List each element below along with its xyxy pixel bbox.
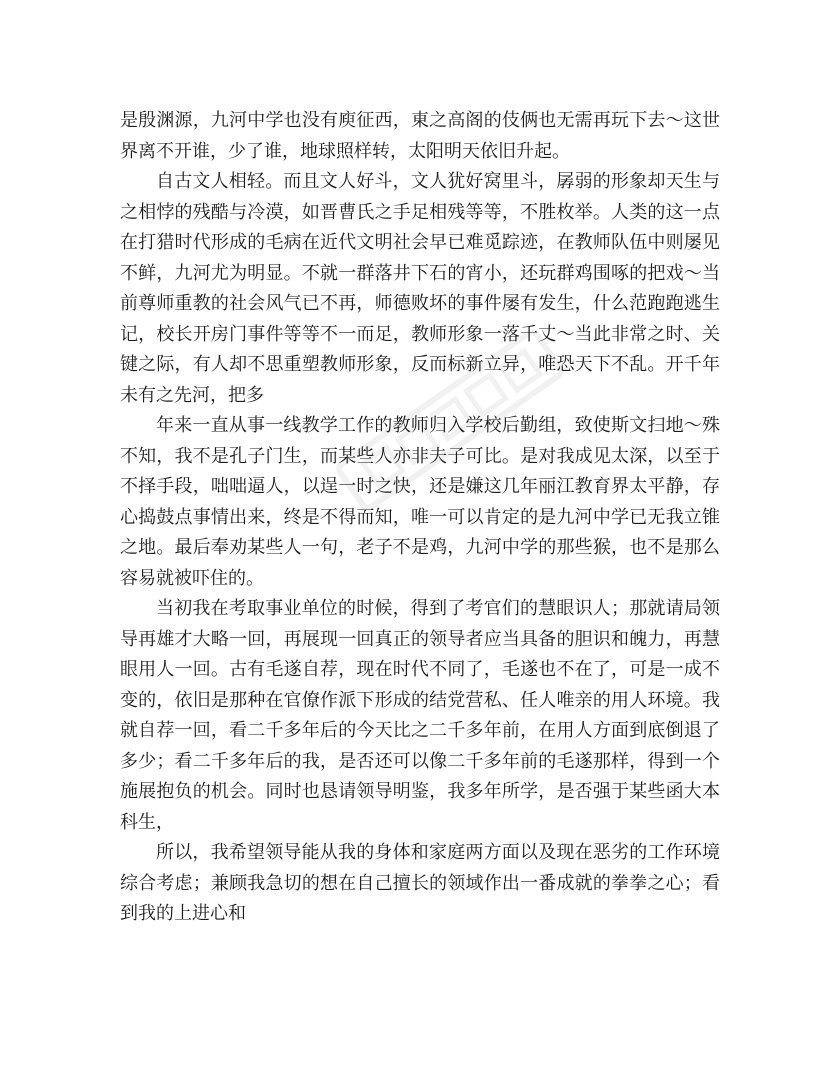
paragraph: 当初我在考取事业单位的时候，得到了考官们的慧眼识人；那就请局领导再雄才大略一回，再展现一回真正的领导者应当具备的胆识和魄力，再慧眼用人一回。古有毛遂自荐，现在时代不同了，毛遂也不在了，可是一成不变的，依旧是那种在官僚作派下形成的结党营私、任人唯亲的用人环境。我就自荐一回，看二千多年后的今天比之二千多年前，在用人方面到底倒退了多少；看二千多年后的我，是否还可以像二千多年前的毛遂那样，得到一个施展抱负的机会。同时也恳请领导明鉴，我多年所学，是否强于某些函大本科生， — [120, 598, 720, 833]
paragraph: 自古文人相轻。而且文人好斗，文人犹好窝里斗，孱弱的形象却天生与之相悖的残酷与冷漠，如晋曹氏之手足相残等等，不胜枚举。人类的这一点在打猎时代形成的毛病在近代文明社会早已难觅踪迹，在教师队伍中则屡见不鲜，九河尤为明显。不就一群落井下石的宵小，还玩群鸡围啄的把戏～当前尊师重教的社会风气已不再，师德败坏的事件屡有发生，什么范跑跑逃生记，校长开房门事件等等不一而足，教师形象一落千丈～当此非常之时、关键之际，有人却不思重塑教师形象，反而标新立异，唯恐天下不乱。开千年未有之先河，把多 — [120, 171, 720, 406]
paragraph: 所以，我希望领导能从我的身体和家庭两方面以及现在恶劣的工作环境综合考虑；兼顾我急切的想在自己擅长的领域作出一番成就的拳拳之心；看到我的上进心和 — [120, 842, 720, 924]
paragraph: 是殷渊源，九河中学也没有庾征西，東之高阁的伎俩也无需再玩下去～这世界离不开谁，少了谁，地球照样转，太阳明天依旧升起。 — [120, 110, 720, 162]
paragraph: 年来一直从事一线教学工作的教师归入学校后勤组，致使斯文扫地～殊不知，我不是孔子门生，而某些人亦非夫子可比。是对我成见太深，以至于不择手段，咄咄逼人，以逞一时之快，还是嫌这几年丽江教育界太平静，存心捣鼓点事情出来，终是不得而知，唯一可以肯定的是九河中学已无我立锥之地。最后奉劝某些人一句，老子不是鸡，九河中学的那些猴，也不是那么容易就被吓住的。 — [120, 415, 720, 589]
document-body — [120, 106, 720, 930]
